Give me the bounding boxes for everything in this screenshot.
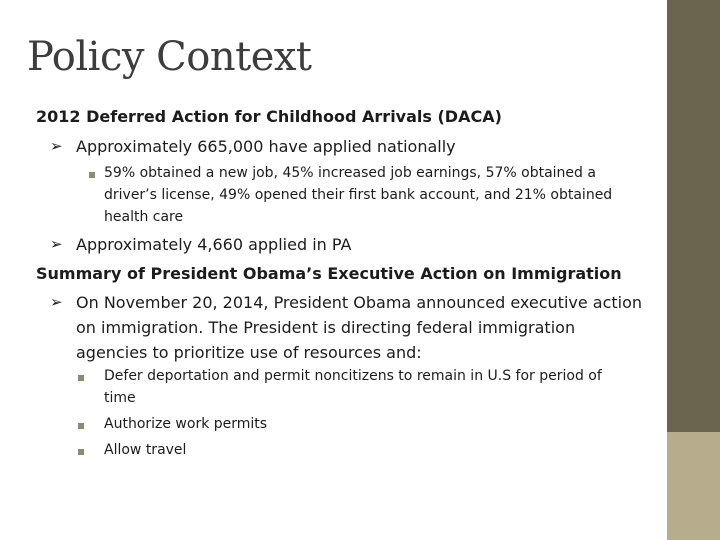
section-heading-daca: 2012 Deferred Action for Childhood Arrivals (DACA) [36, 107, 502, 126]
slide-title: Policy Context [27, 34, 312, 80]
square-bullet-icon [89, 172, 95, 178]
sidebar-decor-light [667, 432, 720, 540]
section-heading-executive-action: Summary of President Obama’s Executive Action on Immigration [36, 264, 622, 283]
bullet-announcement-line3: agencies to prioritize use of resources and: [76, 343, 422, 362]
sub-bullet-outcomes-line1: 59% obtained a new job, 45% increased job earnings, 57% obtained a [104, 165, 596, 181]
bullet-announcement-line1: On November 20, 2014, President Obama announced executive action [76, 293, 643, 312]
square-bullet-icon [78, 449, 84, 455]
sub-bullet-work-permits: Authorize work permits [104, 416, 268, 432]
sub-bullet-defer-deportation-line2: time [104, 390, 136, 406]
sub-bullet-outcomes-line2: driver’s license, 49% opened their first bank account, and 21% obtained [104, 187, 613, 203]
sidebar-decor-dark [667, 0, 720, 432]
bullet-applied-nationally: Approximately 665,000 have applied nationally [76, 137, 456, 156]
bullet-applied-pa: Approximately 4,660 applied in PA [76, 235, 352, 254]
sub-bullet-outcomes-line3: health care [104, 209, 184, 225]
bullet-announcement-line2: on immigration. The President is directing federal immigration [76, 318, 576, 337]
square-bullet-icon [78, 375, 84, 381]
arrow-bullet-icon: ➢ [50, 235, 63, 253]
arrow-bullet-icon: ➢ [50, 293, 63, 311]
arrow-bullet-icon: ➢ [50, 137, 63, 155]
sub-bullet-allow-travel: Allow travel [104, 442, 187, 458]
square-bullet-icon [78, 423, 84, 429]
sub-bullet-defer-deportation-line1: Defer deportation and permit noncitizens to remain in U.S for period of [104, 368, 602, 384]
